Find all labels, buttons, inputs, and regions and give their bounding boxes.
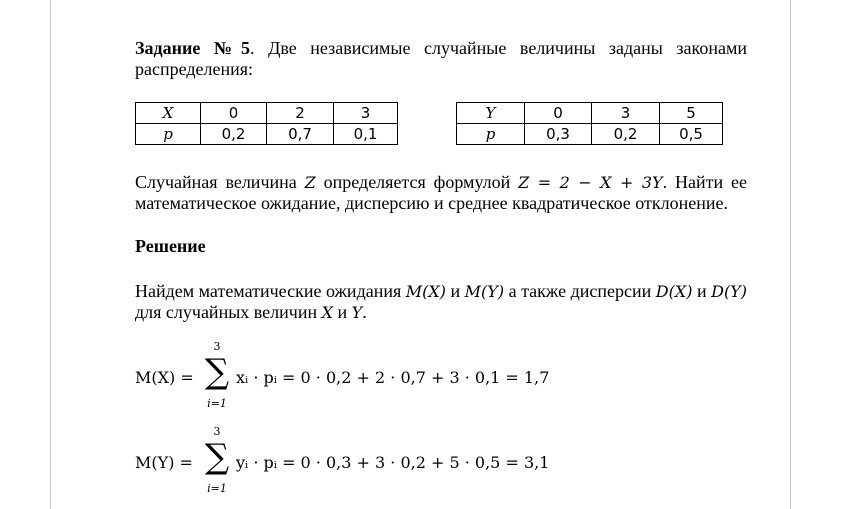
formula-mx [135, 340, 595, 410]
intro-text: и [692, 281, 712, 301]
sum-lower-limit: i=1 [207, 482, 227, 495]
page-margin-right [790, 0, 791, 509]
table-cell: 0,2 [592, 124, 660, 145]
intro-text: для случайных величин [135, 302, 322, 322]
sum-upper-limit: 3 [213, 340, 221, 353]
task-title: Задание №5 [135, 38, 251, 58]
formula-rhs: xᵢ · pᵢ = 0 · 0,2 + 2 · 0,7 + 3 · 0,1 = 1,7 [236, 368, 550, 387]
sum-symbol: ∑ [204, 437, 230, 477]
intro-text: и [446, 281, 465, 301]
table-cell: p [136, 124, 201, 145]
table-row [457, 103, 723, 124]
solution-heading: Решение [135, 236, 206, 256]
table-cell: 0,1 [334, 124, 398, 145]
table-cell: 3 [592, 103, 660, 124]
table-row [136, 103, 398, 124]
variance-y: D(Y) [711, 282, 747, 301]
solution-intro [135, 281, 747, 323]
formula-my [135, 425, 595, 495]
table-row [136, 124, 398, 145]
task-statement [135, 38, 747, 80]
formula-lhs: M(Y) = [135, 453, 193, 472]
expectation-y: M(Y) [464, 282, 505, 301]
table-cell: 5 [660, 103, 723, 124]
page-margin-left [50, 0, 51, 509]
expectation-x: M(X) [405, 282, 447, 301]
table-cell: Y [457, 103, 525, 124]
table-cell: p [457, 124, 525, 145]
condition-text: . Найти ее математическое ожидание, дисперсию и среднее квадратическое отклонение. [135, 172, 747, 213]
intro-text: . [362, 302, 367, 322]
sum-lower-limit: i=1 [207, 397, 227, 410]
formula-lhs: M(X) = [135, 368, 194, 387]
task-statement-text: . Две независимые случайные величины заданы законами распределения: [135, 38, 747, 79]
distribution-table-x [135, 102, 398, 145]
table-cell: 0,3 [525, 124, 592, 145]
table-cell: 0,7 [267, 124, 334, 145]
intro-text: и [333, 302, 352, 322]
sum-symbol: ∑ [204, 352, 230, 392]
table-cell: 3 [334, 103, 398, 124]
table-cell: X [136, 103, 201, 124]
variance-x: D(X) [655, 282, 693, 301]
formula-rhs: yᵢ · pᵢ = 0 · 0,3 + 3 · 0,2 + 5 · 0,5 = 3,1 [236, 453, 550, 472]
table-cell: 0,2 [201, 124, 267, 145]
distribution-table-y [456, 102, 723, 145]
table-cell: 0,5 [660, 124, 723, 145]
condition-text: Случайная величина [135, 172, 305, 192]
sum-upper-limit: 3 [213, 425, 221, 438]
intro-text: а также дисперсии [504, 281, 656, 301]
intro-text: Найдем математические ожидания [135, 281, 406, 301]
table-cell: 0 [201, 103, 267, 124]
problem-condition [135, 172, 747, 214]
variable-z: Z [304, 173, 316, 192]
table-cell: 2 [267, 103, 334, 124]
table-cell: 0 [525, 103, 592, 124]
formula-z: Z = 2 − X + 3Y [518, 173, 663, 192]
variable-y: Y [351, 303, 363, 322]
condition-text: определяется формулой [315, 172, 519, 192]
variable-x: X [321, 303, 333, 322]
table-row [457, 124, 723, 145]
